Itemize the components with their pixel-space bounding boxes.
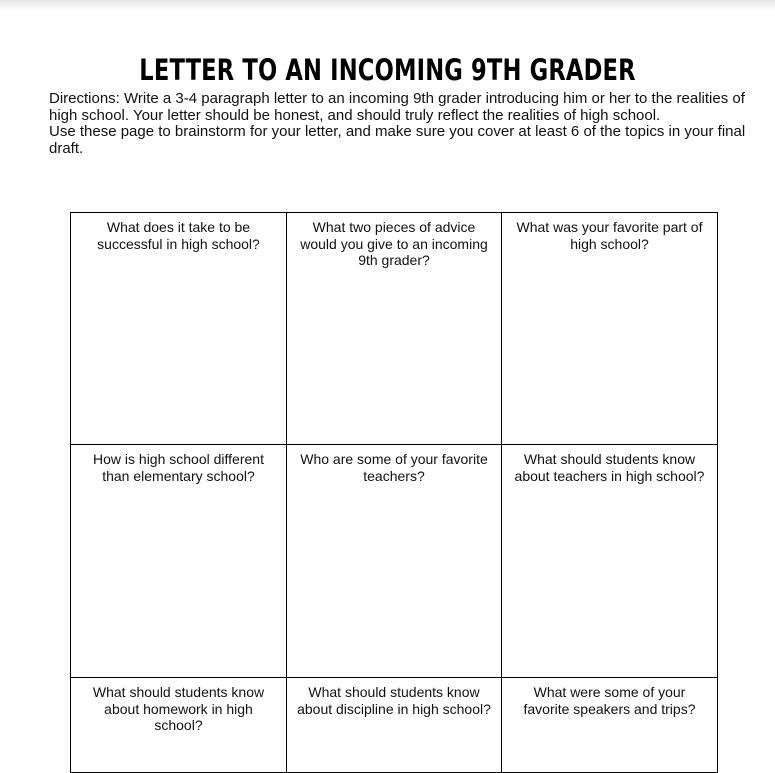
prompt-cell-favorite-part[interactable]: What was your favorite part of high school? <box>502 213 718 445</box>
brainstorm-grid <box>70 212 718 773</box>
page-title: LETTER TO AN INCOMING 9TH GRADER <box>139 53 636 87</box>
prompt-cell-speakers-trips[interactable]: What were some of your favorite speakers and trips? <box>502 678 718 773</box>
prompt-cell-favorite-teachers[interactable]: Who are some of your favorite teachers? <box>287 445 502 678</box>
prompt-cell-homework[interactable]: What should students know about homework in high school? <box>71 678 287 773</box>
directions-paragraph-2: Use these page to brainstorm for your letter, and make sure you cover at least 6 of the topics in your final draft. <box>49 123 746 157</box>
prompt-cell-success[interactable]: What does it take to be successful in high school? <box>71 213 287 445</box>
directions <box>49 91 749 157</box>
prompt-cell-discipline[interactable]: What should students know about discipline in high school? <box>287 678 502 773</box>
prompt-cell-differences[interactable]: How is high school different than elementary school? <box>71 445 287 678</box>
directions-paragraph-1: Directions: Write a 3-4 paragraph letter to an incoming 9th grader introducing him or her to the realities of high school. Your letter should be honest, and should truly reflect the realities of high school. <box>49 90 745 124</box>
page-top-edge <box>0 0 775 10</box>
prompt-cell-teachers[interactable]: What should students know about teachers in high school? <box>502 445 718 678</box>
prompt-cell-advice[interactable]: What two pieces of advice would you give to an incoming 9th grader? <box>287 213 502 445</box>
